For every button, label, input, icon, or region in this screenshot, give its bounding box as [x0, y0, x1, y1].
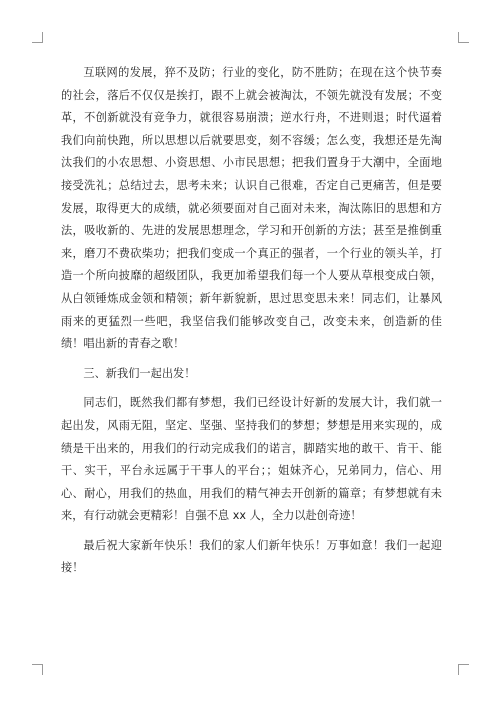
- section-heading: 三、新我们一起出发！: [83, 366, 196, 380]
- body-paragraph-3: 最后祝大家新年快乐！我们的家人们新年快乐！万事如意！我们一起迎接！: [61, 538, 442, 575]
- body-paragraph-1: 互联网的发展，猝不及防；行业的变化，防不胜防；在现在这个快节奏的社会，落后不仅仅是挨打，跟不上就会被淘汰，不领先就没有发展；不变革，不创新就没有竞争力，就很容易崩溃；逆水行舟，不进则退；时代逼着我们向前快跑，所以思想以后就要思变，刻不容缓；怎么变，我想还是先淘汰我们的小农思想、小资思想、小市民思想；把我们置身于大潮中，全面地接受洗礼；总结过去，思考未来；认识自己很难，否定自己更痛苦，但是要发展，取得更大的成绩，就必须要面对自己面对未来，淘汰陈旧的思想和方法，吸收新的、先进的发展思想理念，学习和开创新的方法；甚至是推倒重来，磨刀不费砍柴功；把我们变成一个真正的强者，一个行业的领头羊，打造一个所向披靡的超级团队，我更加希望我们每一个人要从草根变成白领，从白领锤炼成金领和精领；新年新貌新，思过思变思未来！同志们，让暴风雨来的更猛烈一些吧，我坚信我们能够改变自己，改变未来，创造新的佳绩！唱出新的青春之歌！: [61, 66, 442, 351]
- body-paragraph-2: 同志们，既然我们都有梦想，我们已经设计好新的发展大计，我们就一起出发，风雨无阻，坚定、坚强、坚持我们的梦想；梦想是用来实现的，成绩是干出来的，用我们的行动完成我们的诺言，脚踏实地的敢干、肯干、能干、实干，平台永远属于干事人的平台；；姐妹齐心，兄弟同力，信心、用心、耐心，用我们的热血，用我们的精气神去开创新的篇章；有梦想就有未来，有行动就会更精彩！自强不息 xx 人，全力以赴创奇迹！: [61, 396, 442, 523]
- document-body: [61, 62, 442, 580]
- crop-mark-top-left: [32, 32, 43, 43]
- crop-mark-top-right: [458, 32, 469, 43]
- crop-mark-bottom-left: [32, 664, 43, 675]
- crop-mark-bottom-right: [458, 664, 469, 675]
